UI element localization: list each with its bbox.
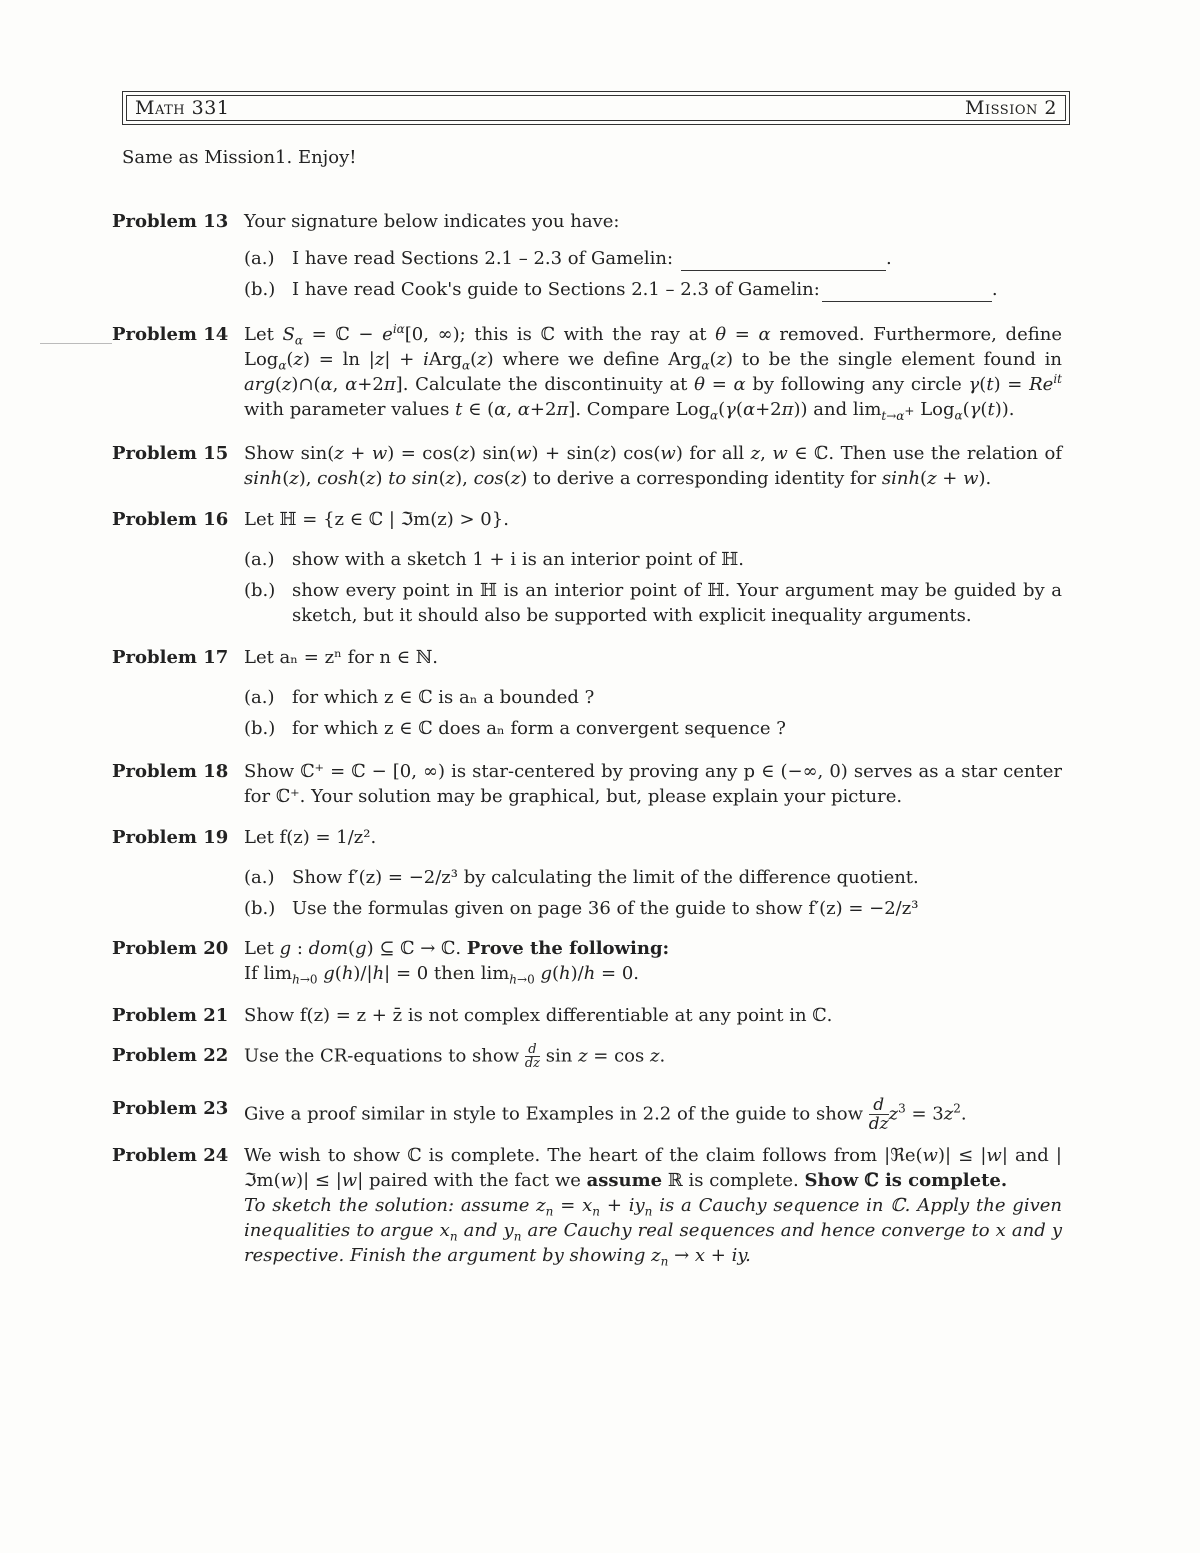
- signature-line-b[interactable]: [822, 283, 992, 302]
- subpart-text: Show f′(z) = −2/z³ by calculating the limit of the difference quotient.: [292, 867, 919, 888]
- subpart-a: (a.) for which z ∈ ℂ is aₙ a bounded ?: [244, 687, 595, 708]
- problem-text: Show sin(z + w) = cos(z) sin(w) + sin(z) cos(w) for all z, w ∈ ℂ. Then use the relation of sinh(z), cosh(z) to sin(z), cos(z) to derive a corresponding identity for sinh(z + w).: [244, 443, 1062, 489]
- problem-number: Problem 13: [112, 211, 229, 232]
- problem-text: Show ℂ⁺ = ℂ − [0, ∞) is star-centered by proving any p ∈ (−∞, 0) serves as a star center for ℂ⁺. Your solution may be graphical, but, please explain your picture.: [244, 761, 1062, 807]
- intro-text: Same as Mission1. Enjoy!: [122, 147, 357, 168]
- problem-18: Problem 18 Show ℂ⁺ = ℂ − [0, ∞) is star-centered by proving any p ∈ (−∞, 0) serves as a star center for ℂ⁺. Your solution may be graphical, but, please explain your picture.: [112, 761, 1062, 807]
- subpart-a: (a.) I have read Sections 2.1 – 2.3 of Gamelin: .: [244, 248, 892, 269]
- margin-line: [40, 343, 112, 344]
- problem-14: Problem 14 Let $S_\alpha$ = ℂ − $e^{i\alpha}[0$, ∞); this is ℂ with the ray at θ = α removed. Furthermore, define Log$_\alpha$(z) = ln |z| + iArg$_\alpha$(z) where we define Arg$_\alpha$(z) to be the single element found in arg(z)∩(α, α+2π]. Calculate the discontinuity at θ = α by following any circle $\gamma(t) = Re^{it}$ with parameter values t ∈ (α, α+2π]. Compare Log$_\alpha$(γ(α+2π)) and $\lim_{t\to\alpha^+} Log_\alpha(\gamma(t))$.: [112, 322, 1062, 423]
- problem-text: We wish to show ℂ is complete. The heart of the claim follows from |ℜe(w)| ≤ |w| and |ℑm(w)| ≤ |w| paired with the fact we assume ℝ is complete. Show ℂ is complete. To sketch the solution: assume $z_n = x_n + iy_n$ is a Cauchy sequence in ℂ. Apply the given inequalities to argue $x_n$ and $y_n$ are Cauchy real sequences and hence converge to x and y respective. Finish the argument by showing $z_n \to x$ + iy.: [244, 1145, 1062, 1269]
- problem-21: Problem 21 Show f(z) = z + z̄ is not complex differentiable at any point in ℂ.: [112, 1003, 1062, 1028]
- course-title: Math 331: [135, 97, 230, 119]
- problem-22: Problem 22 Use the CR-equations to show $\frac{d}{dz}$ sin z = cos z.: [112, 1043, 1062, 1070]
- problem-20: Problem 20 Let g : dom(g) ⊆ ℂ → ℂ. Prove the following: If $\lim_{h\to 0} g(h)/|h| = 0$ then $\lim_{h\to 0} g(h)/h = 0$.: [112, 936, 1062, 986]
- subpart-text: for which z ∈ ℂ is aₙ a bounded ?: [292, 687, 595, 708]
- document-header: [122, 91, 1070, 125]
- mission-title: Mission 2: [965, 97, 1057, 119]
- problem-19: Problem 19 Let f(z) = 1/z². (a.) Show f′(z) = −2/z³ by calculating the limit of the difference quotient. (b.) Use the formulas given on page 36 of the guide to show f′(z) = −2/z³: [112, 825, 1062, 921]
- problem-15: Problem 15 Show sin(z + w) = cos(z) sin(w) + sin(z) cos(w) for all z, w ∈ ℂ. Then use the relation of sinh(z), cosh(z) to sin(z), cos(z) to derive a corresponding identity for sinh(z + w).: [112, 443, 1062, 489]
- problem-text: Let g : dom(g) ⊆ ℂ → ℂ. Prove the following: If $\lim_{h\to 0} g(h)/|h| = 0$ then $\lim_{h\to 0} g(h)/h = 0$.: [244, 938, 670, 987]
- problem-text: Your signature below indicates you have:: [244, 211, 620, 232]
- subpart-text: for which z ∈ ℂ does aₙ form a convergent sequence ?: [292, 718, 786, 739]
- problem-17: Problem 17 Let aₙ = zⁿ for n ∈ ℕ. (a.) for which z ∈ ℂ is aₙ a bounded ? (b.) for which z ∈ ℂ does aₙ form a convergent sequence ?: [112, 645, 1062, 741]
- problem-text: Use the CR-equations to show $\frac{d}{dz}$ sin z = cos z.: [244, 1042, 666, 1071]
- subpart-text: Use the formulas given on page 36 of the guide to show f′(z) = −2/z³: [292, 898, 919, 919]
- problem-text: Let aₙ = zⁿ for n ∈ ℕ.: [244, 647, 438, 668]
- subpart-text: I have read Cook's guide to Sections 2.1 – 2.3 of Gamelin:: [292, 279, 820, 300]
- problem-24: Problem 24 We wish to show ℂ is complete. The heart of the claim follows from |ℜe(w)| ≤ |w| and |ℑm(w)| ≤ |w| paired with the fact we assume ℝ is complete. Show ℂ is complete. To sketch the solution: assume $z_n = x_n + iy_n$ is a Cauchy sequence in ℂ. Apply the given inequalities to argue $x_n$ and $y_n$ are Cauchy real sequences and hence converge to x and y respective. Finish the argument by showing $z_n \to x$ + iy.: [112, 1145, 1062, 1269]
- subpart-a: (a.) show with a sketch 1 + i is an interior point of ℍ.: [244, 549, 744, 570]
- subpart-b: (b.) I have read Cook's guide to Sections 2.1 – 2.3 of Gamelin: .: [244, 279, 998, 300]
- problem-13: [112, 209, 1062, 302]
- problem-text: Let $S_\alpha$ = ℂ − $e^{i\alpha}[0$, ∞); this is ℂ with the ray at θ = α removed. Furthermore, define Log$_\alpha$(z) = ln |z| + iArg$_\alpha$(z) where we define Arg$_\alpha$(z) to be the single element found in arg(z)∩(α, α+2π]. Calculate the discontinuity at θ = α by following any circle $\gamma(t) = Re^{it}$ with parameter values t ∈ (α, α+2π]. Compare Log$_\alpha$(γ(α+2π)) and $\lim_{t\to\alpha^+} Log_\alpha(\gamma(t))$.: [244, 322, 1062, 423]
- subpart-b: (b.) show every point in ℍ is an interior point of ℍ. Your argument may be guided by a sketch, but it should also be supported with explicit inequality arguments.: [244, 580, 1062, 626]
- subpart-b: (b.) for which z ∈ ℂ does aₙ form a convergent sequence ?: [244, 718, 786, 739]
- problem-text: Let ℍ = {z ∈ ℂ | ℑm(z) > 0}.: [244, 509, 509, 530]
- problem-16: Problem 16 Let ℍ = {z ∈ ℂ | ℑm(z) > 0}. (a.) show with a sketch 1 + i is an interior point of ℍ. (b.) show every point in ℍ is an interior point of ℍ. Your argument may be guided by a sketch, but it should also be supported with explicit inequality arguments.: [112, 509, 1062, 626]
- subpart-text: show every point in ℍ is an interior point of ℍ. Your argument may be guided by a sketch, but it should also be supported with explicit inequality arguments.: [292, 580, 1062, 626]
- subpart-text: show with a sketch 1 + i is an interior point of ℍ.: [292, 549, 744, 570]
- subpart-b: (b.) Use the formulas given on page 36 of the guide to show f′(z) = −2/z³: [244, 898, 919, 919]
- subpart-text: I have read Sections 2.1 – 2.3 of Gamelin:: [292, 248, 674, 269]
- signature-line-a[interactable]: [681, 252, 886, 271]
- problem-text: Show f(z) = z + z̄ is not complex differentiable at any point in ℂ.: [244, 1005, 833, 1026]
- subpart-a: (a.) Show f′(z) = −2/z³ by calculating the limit of the difference quotient.: [244, 867, 919, 888]
- problem-text: Let f(z) = 1/z².: [244, 827, 377, 848]
- problem-text: Give a proof similar in style to Examples in 2.2 of the guide to show $\frac{d}{dz}$ $z^3 = 3z^2$.: [244, 1095, 967, 1134]
- problem-23: Problem 23 Give a proof similar in style to Examples in 2.2 of the guide to show $\frac{d}{dz}$ $z^3 = 3z^2$.: [112, 1096, 1062, 1133]
